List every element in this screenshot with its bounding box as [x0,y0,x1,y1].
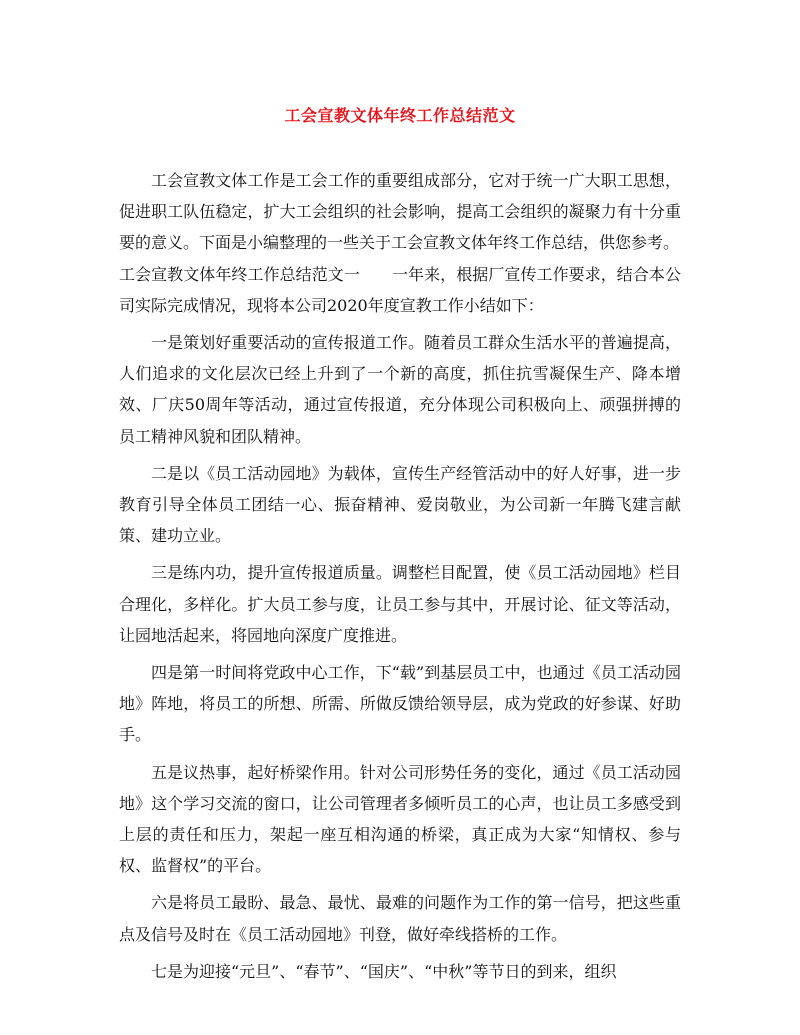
paragraph-item-5: 五是议热事，起好桥梁作用。针对公司形势任务的变化，通过《员工活动园地》这个学习交流的窗口，让公司管理者多倾听员工的心声，也让员工多感受到上层的责任和压力，架起一座互相沟通的桥梁，真正成为大家“知情权、参与权、监督权”的平台。 [119,762,681,876]
paragraph-item-1: 一是策划好重要活动的宣传报道工作。随着员工群众生活水平的普遍提高，人们追求的文化层次已经上升到了一个新的高度，抓住抗雪凝保生产、降本增效、厂庆50周年等活动，通过宣传报道，充分体现公司积极向上、顽强拼搏的员工精神风貌和团队精神。 [119,333,681,446]
paragraph-item-4: 四是第一时间将党政中心工作，下“载”到基层员工中，也通过《员工活动园地》阵地，将员工的所想、所需、所做反馈给领导层，成为党政的好参谋、好助手。 [119,663,681,745]
paragraph-item-7: 七是为迎接“元旦”、“春节”、“国庆”、“中秋”等节日的到来，组织 [151,961,617,981]
paragraph-item-3: 三是练内功，提升宣传报道质量。调整栏目配置，使《员工活动园地》栏目合理化，多样化。扩大员工参与度，让员工参与其中，开展讨论、征文等活动，让园地活起来，将园地向深度广度推进。 [119,563,681,645]
document-body [119,165,681,993]
paragraph-intro: 工会宣教文体工作是工会工作的重要组成部分，它对于统一广大职工思想，促进职工队伍稳定，扩大工会组织的社会影响，提高工会组织的凝聚力有十分重要的意义。下面是小编整理的一些关于工会宣教文体年终工作总结，供您参考。 [119,171,681,253]
paragraph-section-heading: 工会宣教文体年终工作总结范文一 一年来，根据厂宣传工作要求，结合本公司实际完成情况，现将本公司2020年度宣教工作小结如下： [119,264,681,315]
document-title: 工会宣教文体年终工作总结范文 [284,106,516,125]
paragraph-item-6: 六是将员工最盼、最急、最忧、最难的问题作为工作的第一信号，把这些重点及信号及时在《员工活动园地》刊登，做好牵线搭桥的工作。 [119,893,681,944]
paragraph-item-2: 二是以《员工活动园地》为载体，宣传生产经管活动中的好人好事，进一步教育引导全体员工团结一心、振奋精神、爱岗敬业，为公司新一年腾飞建言献策、建功立业。 [119,463,681,546]
